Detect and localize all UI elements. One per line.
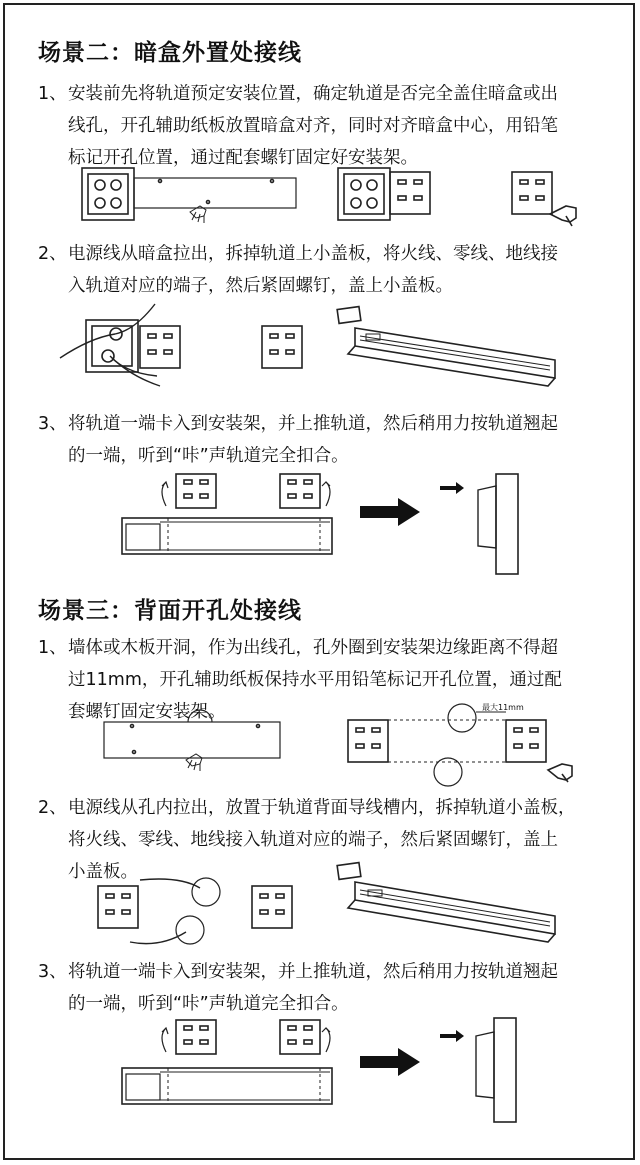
step-text-line: 的一端，听到“咔”声轨道完全扣合。 (68, 994, 349, 1014)
scene2-step3 (38, 408, 628, 472)
step-text-line: 将轨道一端卡入到安装架，并上推轨道，然后稍用力按轨道翘起 (68, 962, 558, 982)
step-text-line: 电源线从暗盒拉出，拆掉轨道上小盖板，将火线、零线、地线接 (68, 244, 558, 264)
scene3-step3 (38, 956, 628, 1020)
step-text-line: 小盖板。 (68, 862, 138, 882)
step-text-line: 安装前先将轨道预定安装位置，确定轨道是否完全盖住暗盒或出 (68, 84, 558, 104)
scene2-fig2-illustration (0, 298, 640, 398)
step-number: 1、 (38, 638, 67, 658)
step-number: 3、 (38, 414, 67, 434)
step-text-line: 过11mm，开孔辅助纸板保持水平用铅笔标记开孔位置，通过配 (68, 670, 562, 690)
step-number: 2、 (38, 244, 67, 264)
step-number: 3、 (38, 962, 67, 982)
scene2-fig3-illustration (0, 466, 640, 576)
scene2-title: 场景二：暗盒外置处接线 (38, 40, 302, 66)
step-text-line: 的一端，听到“咔”声轨道完全扣合。 (68, 446, 349, 466)
scene3-fig2-illustration (0, 860, 640, 960)
step-text-line: 套螺钉固定安装架。 (68, 702, 226, 722)
scene3-title: 场景三：背面开孔处接线 (38, 598, 302, 624)
step-text-line: 墙体或木板开洞，作为出线孔，孔外圈到安装架边缘距离不得超 (68, 638, 558, 658)
step-text-line: 线孔，开孔辅助纸板放置暗盒对齐，同时对齐暗盒中心，用铅笔 (68, 116, 558, 136)
step-number: 1、 (38, 84, 67, 104)
step-number: 2、 (38, 798, 67, 818)
step-text-line: 将火线、零线、地线接入轨道对应的端子，然后紧固螺钉，盖上 (68, 830, 558, 850)
step-text-line: 将轨道一端卡入到安装架，并上推轨道，然后稍用力按轨道翘起 (68, 414, 558, 434)
scene3-fig3-illustration (0, 1014, 640, 1126)
scene3-fig1-illustration (0, 703, 640, 788)
step-text-line: 入轨道对应的端子，然后紧固螺钉，盖上小盖板。 (68, 276, 453, 296)
scene2-fig1-illustration (0, 160, 640, 235)
step-text-line: 电源线从孔内拉出，放置于轨道背面导线槽内，拆掉轨道小盖板， (68, 798, 576, 818)
step-text-line: 标记开孔位置，通过配套螺钉固定好安装架。 (68, 148, 418, 168)
scene2-step2 (38, 238, 628, 302)
max-11mm-label: 最大11mm (482, 703, 524, 712)
